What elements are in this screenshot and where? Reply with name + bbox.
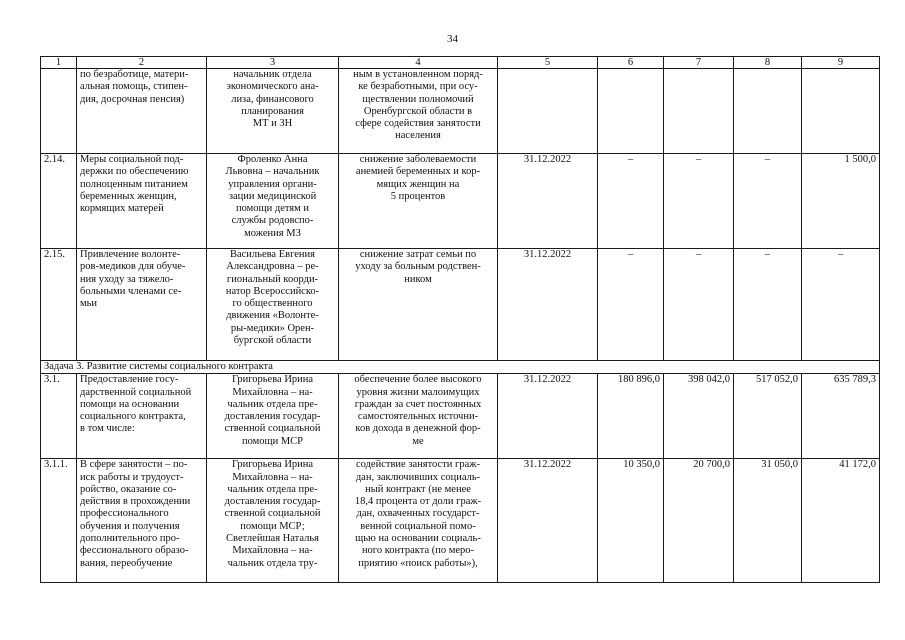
measure-cell-line: альная помощь, стипен- [80,81,188,93]
value-cell-2021: – [664,154,734,249]
measure-cell-line: держки по обеспечению [80,166,189,178]
column-number-row [41,57,880,69]
value-cell-2023: 1 500,0 [802,154,880,249]
result-cell-line: населения [395,130,441,142]
measure-cell [77,154,207,249]
measure-cell-line: в том числе: [80,423,135,435]
responsible-cell [207,69,339,154]
responsible-cell-line: управления органи- [228,178,317,190]
result-cell-line: 18,4 процента от доли граж- [354,496,482,508]
measure-cell-line: иск работы и трудоуст- [80,471,184,483]
value-cell-2023: 41 172,0 [802,459,880,583]
measure-cell-line: мьи [80,298,98,310]
measure-cell-line: больными членами се- [80,285,182,297]
measure-cell-line: ния уходу за тяжело- [80,273,174,285]
result-cell-line: ке безработными, при осу- [358,81,478,93]
responsible-cell-line: Васильева Евгения [229,249,315,260]
deadline-cell [498,69,598,154]
responsible-cell-line: ственной социальной [224,508,321,520]
deadline-cell: 31.12.2022 [498,374,598,459]
deadline-cell: 31.12.2022 [498,249,598,361]
result-cell-line: анемией беременных и кор- [355,166,481,178]
row-number: 3.1. [41,374,77,459]
value-cell-2022: – [734,154,802,249]
responsible-cell-line: движения «Волонте- [226,310,319,322]
measure-cell-line: по безработице, матери- [80,69,189,80]
measure-cell-line: ройство, оказание со- [80,483,177,495]
result-cell-line: щью на основании социаль- [355,533,481,545]
result-cell-line: венной социальной помо- [360,520,476,532]
measure-cell-line: действия в прохождении [80,496,191,508]
responsible-cell-line: доставления государ- [224,411,321,423]
measure-cell-line: В сфере занятости – по- [80,459,188,471]
result-cell [339,249,498,361]
value-cell-2022: 31 050,0 [734,459,802,583]
page-number: 34 [447,33,458,45]
value-cell-2020: 180 896,0 [598,374,664,459]
table-row [41,374,880,459]
result-cell [339,374,498,459]
table-row [41,69,880,154]
responsible-cell-line: Михайловна – на- [232,471,313,483]
measure-cell [77,459,207,583]
measure-cell-line: фессионального образо- [80,545,189,557]
result-cell-line: ков дохода в денежной фор- [355,423,481,435]
responsible-cell-line: гиональный коорди- [226,273,319,285]
responsible-cell-line: Львовна – начальник [225,166,320,178]
value-cell-2022: – [734,249,802,361]
measure-cell-line: дия, досрочная пенсия) [80,93,185,105]
result-cell-line: ного контракта (по меро- [361,545,475,557]
result-cell [339,154,498,249]
measure-cell-line: ров-медиков для обуче- [80,261,186,273]
measure-cell-line: вания, переобучение [80,557,173,569]
column-number: 9 [802,57,880,69]
value-cell-2022 [734,69,802,154]
result-cell-line: приятию «поиск работы»), [358,557,478,569]
table-row [41,459,880,583]
value-cell-2021: 398 042,0 [664,374,734,459]
responsible-cell-line: помощи МСР [241,435,304,447]
value-cell-2021: 20 700,0 [664,459,734,583]
result-cell-line: ником [404,273,432,285]
result-cell-line: дан, заключивших социаль- [355,471,481,483]
responsible-cell-line: лиза, финансового [231,93,314,105]
value-cell-2021: – [664,249,734,361]
measure-cell-line: Предоставление госу- [80,374,179,386]
measure-cell-line: социального контракта, [80,411,186,423]
value-cell-2020 [598,69,664,154]
responsible-cell-line: Фроленко Анна [237,154,308,165]
deadline-cell: 31.12.2022 [498,154,598,249]
result-cell [339,69,498,154]
measure-cell-line: кормящих матерей [80,203,164,215]
result-cell-line: снижение заболеваемости [359,154,477,165]
responsible-cell [207,154,339,249]
responsible-cell-line: Светлейшая Наталья [226,533,319,545]
result-cell-line: граждан за счет постоянных [354,398,482,410]
value-cell-2020: 10 350,0 [598,459,664,583]
result-cell-line: 5 процентов [390,190,446,202]
table-row [41,154,880,249]
measure-cell-line: профессионального [80,508,169,520]
value-cell-2020: – [598,249,664,361]
column-number: 1 [41,57,77,69]
column-number: 2 [77,57,207,69]
value-cell-2020: – [598,154,664,249]
column-number: 4 [339,57,498,69]
value-cell-2023: – [802,249,880,361]
responsible-cell-line: ственной социальной [224,423,321,435]
measures-table [40,56,880,583]
measure-cell-line: дарственной социальной [80,386,192,398]
responsible-cell-line: помощи МСР; [240,520,305,532]
responsible-cell-line: МТ и ЗН [252,118,293,130]
measure-cell-line: Привлечение волонте- [80,249,181,260]
column-number: 3 [207,57,339,69]
responsible-cell-line: Григорьева Ирина [231,459,314,471]
responsible-cell-line: Михайловна – на- [232,386,313,398]
column-number: 5 [498,57,598,69]
result-cell-line: мящих женщин на [376,178,460,190]
result-cell-line: обеспечение более высокого [354,374,482,386]
row-number [41,69,77,154]
measure-cell-line: Меры социальной под- [80,154,184,165]
responsible-cell [207,459,339,583]
result-cell-line: сфере содействия занятости [355,118,481,130]
result-cell-line: ществлении полномочий [362,93,474,105]
value-cell-2021 [664,69,734,154]
task-row [41,361,880,374]
measure-cell [77,69,207,154]
measure-cell-line: помощи на основании [80,398,180,410]
responsible-cell-line: экономического ана- [226,81,319,93]
row-number: 2.14. [41,154,77,249]
responsible-cell-line: службы родовспо- [231,215,314,227]
measure-cell-line: обучения и получения [80,520,180,532]
result-cell-line: дан, охваченных государст- [356,508,480,520]
responsible-cell [207,249,339,361]
result-cell-line: снижение затрат семьи по [359,249,477,260]
responsible-cell-line: зации медицинской [228,190,317,202]
result-cell-line: ный контракт (не менее [365,483,471,495]
column-number: 6 [598,57,664,69]
row-number: 3.1.1. [41,459,77,583]
responsible-cell-line: помощи детям и [235,203,310,215]
value-cell-2022: 517 052,0 [734,374,802,459]
measure-cell [77,374,207,459]
row-number: 2.15. [41,249,77,361]
table-row [41,249,880,361]
responsible-cell-line: Григорьева Ирина [231,374,314,386]
measure-cell-line: полноценным питанием [80,178,188,190]
result-cell-line: уровня жизни малоимущих [356,386,480,398]
responsible-cell-line: начальник отдела [233,69,312,80]
measure-cell-line: беременных женщин, [80,190,177,202]
responsible-cell-line: ры-медики» Орен- [230,322,315,334]
deadline-cell: 31.12.2022 [498,459,598,583]
responsible-cell-line: Михайловна – на- [232,545,313,557]
measure-cell-line: дополнительного про- [80,533,180,545]
value-cell-2023 [802,69,880,154]
responsible-cell-line: го общественного [232,298,313,310]
responsible-cell [207,374,339,459]
responsible-cell-line: можения МЗ [244,227,301,239]
column-number: 8 [734,57,802,69]
responsible-cell-line: Александровна – ре- [226,261,319,273]
responsible-cell-line: натор Всероссийско- [225,285,320,297]
result-cell-line: Оренбургской области в [363,105,473,117]
result-cell-line: ме [412,435,424,447]
responsible-cell-line: бургской области [233,335,312,347]
result-cell-line: самостоятельных источни- [357,411,479,423]
result-cell-line: уходу за больным родствен- [355,261,481,273]
task-heading: Задача 3. Развитие системы социального контракта [41,361,880,374]
column-number: 7 [664,57,734,69]
measure-cell [77,249,207,361]
responsible-cell-line: чальник отдела тру- [227,557,318,569]
responsible-cell-line: доставления государ- [224,496,321,508]
responsible-cell-line: планирования [241,105,304,117]
result-cell [339,459,498,583]
responsible-cell-line: чальник отдела пре- [227,483,318,495]
result-cell-line: ным в установленном поряд- [353,69,483,80]
value-cell-2023: 635 789,3 [802,374,880,459]
result-cell-line: содействие занятости граж- [355,459,481,471]
responsible-cell-line: чальник отдела пре- [227,398,318,410]
